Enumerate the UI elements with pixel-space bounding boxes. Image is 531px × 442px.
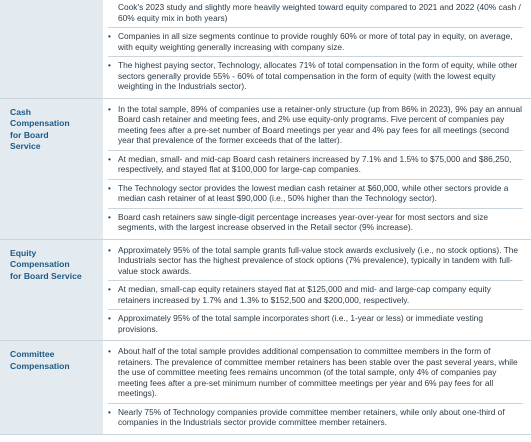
bullet-text: Companies in all size segments continue to provide roughly 60% or more of total pay in equity, on average, with equity weighting generally increasing with company size. bbox=[118, 31, 513, 52]
bullet-item bbox=[108, 209, 523, 237]
table-row bbox=[0, 99, 531, 240]
row-category bbox=[0, 0, 103, 98]
bullet-glyph: • bbox=[108, 31, 111, 41]
row-category bbox=[0, 240, 103, 341]
row-category bbox=[0, 99, 103, 239]
bullet-glyph: • bbox=[108, 406, 111, 417]
bullet-glyph: • bbox=[108, 182, 111, 193]
bullet-glyph: • bbox=[108, 153, 111, 164]
bullet-glyph: • bbox=[108, 313, 111, 323]
row-category-label: Equity Compensation for Board Service bbox=[10, 247, 82, 281]
bullet-item bbox=[108, 281, 523, 310]
bullet-item bbox=[108, 0, 523, 28]
bullet-text: In the total sample, 89% of companies use a retainer-only structure (up from 86% in 2023), 9% pay an annual Board cash retainer and meeting fees, and 2% use equity-only programs. Five percent of companies pay meeting fees after a pre-set number of Board meetings per year and 4% pay fees for all meetings (second year that prevalence of the former exceeds that of the latter). bbox=[118, 103, 522, 145]
bullet-item bbox=[108, 28, 523, 57]
bullet-text: Approximately 95% of the total sample grants full-value stock awards exclusively (i.e., no stock options). The Industrials sector has the highest prevalence of stock options (7% prevalence), typically in tandem with full-value stock awards. bbox=[118, 244, 519, 276]
bullet-text: Approximately 95% of the total sample incorporates short (i.e., 1-year or less) or immediate vesting provisions. bbox=[118, 313, 483, 334]
bullet-text: The highest paying sector, Technology, allocates 71% of total compensation in the form of equity, while other sectors generally provide 55% - 60% of total compensation in the form of equity (with the lowest equity weighting in the Industrials sector). bbox=[118, 60, 518, 91]
bullet-glyph: • bbox=[108, 346, 111, 356]
bullet-item bbox=[108, 242, 523, 282]
bullet-glyph: • bbox=[108, 284, 111, 294]
bullet-spacer bbox=[108, 2, 118, 23]
table-row bbox=[0, 341, 531, 435]
bullet-item bbox=[108, 343, 523, 404]
row-category bbox=[0, 341, 103, 434]
row-body bbox=[103, 341, 531, 434]
bullet-text: At median, small- and mid-cap Board cash retainers increased by 7.1% and 1.5% to $75,000 and $86,250, respectively, and stayed flat at $100,000 for large-cap companies. bbox=[118, 153, 512, 174]
row-category-label: Cash Compensation for Board Service bbox=[10, 106, 70, 151]
row-category-label: Committee Compensation bbox=[10, 349, 70, 371]
bullet-glyph: • bbox=[108, 244, 111, 255]
bullet-text: Nearly 75% of Technology companies provide committee member retainers, while only about one-third of companies in the Industrials sector provide committee member retainers. bbox=[118, 406, 505, 427]
row-body bbox=[103, 0, 531, 98]
bullet-glyph: • bbox=[108, 103, 111, 114]
row-body bbox=[103, 99, 531, 239]
bullet-text: At median, small-cap equity retainers stayed flat at $125,000 and mid- and large-cap company equity retainers increased by 1.7% and 1.3% to $152,500 and $200,000, respectively. bbox=[118, 284, 491, 305]
bullet-glyph: • bbox=[108, 211, 111, 222]
bullet-item bbox=[108, 57, 523, 96]
bullet-text: Cook's 2023 study and slightly more heavily weighted toward equity compared to 2021 and 2022 (40% cash / 60% equity mix in both years) bbox=[118, 2, 521, 23]
bullet-text: About half of the total sample provides additional compensation to committee members in the form of retainers. The prevalence of committee member retainers has been stable over the past several years, while the use of committee meeting fees remains uncommon (of the total sample, only 4% of companies pay meeting fees after a pre-set minimum number of committee meetings per year and 6% pay fees for all meetings). bbox=[118, 346, 518, 398]
bullet-item bbox=[108, 101, 523, 151]
table-row bbox=[0, 0, 531, 99]
bullet-glyph: • bbox=[108, 60, 111, 70]
bullet-text: Board cash retainers saw single-digit percentage increases year-over-year for most sectors and size segments, with the largest increase observed in the Retail sector (9% increase). bbox=[118, 211, 489, 232]
row-body bbox=[103, 240, 531, 341]
bullet-item bbox=[108, 404, 523, 432]
bullet-text: The Technology sector provides the lowest median cash retainer at $60,000, while other sectors provide a median cash retainer of at least $90,000 (i.e., 50% higher than the Technology sector). bbox=[118, 182, 509, 203]
bullet-item bbox=[108, 151, 523, 180]
bullet-item bbox=[108, 310, 523, 338]
bullet-item bbox=[108, 180, 523, 209]
table-row bbox=[0, 240, 531, 342]
